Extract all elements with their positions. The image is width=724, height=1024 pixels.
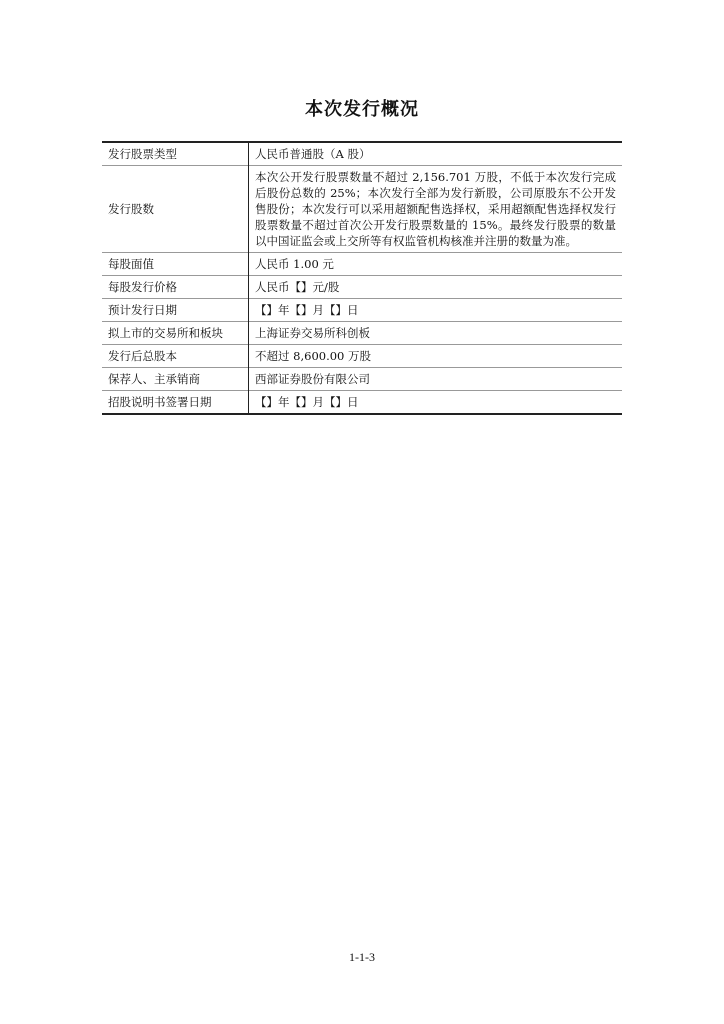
row-label: 发行股数 <box>102 166 249 253</box>
row-label: 发行后总股本 <box>102 345 249 368</box>
row-value: 【】年【】月【】日 <box>255 303 359 317</box>
table-row <box>102 345 622 368</box>
row-value: 上海证券交易所科创板 <box>255 326 370 340</box>
row-value: 本次公开发行股票数量不超过 2,156.701 万股，不低于本次发行完成后股份总数的 25%；本次发行全部为发行新股，公司原股东不公开发售股份；本次发行可以采用超额配售选择权，采用超额配售选择权发行股票数量不超过首次公开发行股票数量的 15%。最终发行股票的数量以中国证监会或上交所等有权监管机构核准并注册的数量为准。 <box>255 170 616 248</box>
row-label: 预计发行日期 <box>102 299 249 322</box>
page-number: 1-1-3 <box>349 950 375 964</box>
row-value: 人民币 1.00 元 <box>255 257 334 271</box>
table-row <box>102 299 622 322</box>
row-label: 保荐人、主承销商 <box>102 368 249 391</box>
offering-summary-table <box>102 141 622 415</box>
row-label: 招股说明书签署日期 <box>102 391 249 415</box>
row-label: 每股发行价格 <box>102 276 249 299</box>
table-row <box>102 166 622 253</box>
table-row <box>102 368 622 391</box>
row-value: 【】年【】月【】日 <box>255 395 359 409</box>
row-label: 发行股票类型 <box>102 142 249 166</box>
row-value: 西部证券股份有限公司 <box>255 372 370 386</box>
page-title: 本次发行概况 <box>305 99 419 120</box>
table-row <box>102 276 622 299</box>
table-row <box>102 253 622 276</box>
table-row <box>102 322 622 345</box>
row-label: 每股面值 <box>102 253 249 276</box>
row-value: 人民币【】元/股 <box>255 280 340 294</box>
table-row <box>102 391 622 415</box>
row-value: 人民币普通股（A 股） <box>255 147 371 161</box>
row-label: 拟上市的交易所和板块 <box>102 322 249 345</box>
table-row <box>102 142 622 166</box>
row-value: 不超过 8,600.00 万股 <box>255 349 372 363</box>
